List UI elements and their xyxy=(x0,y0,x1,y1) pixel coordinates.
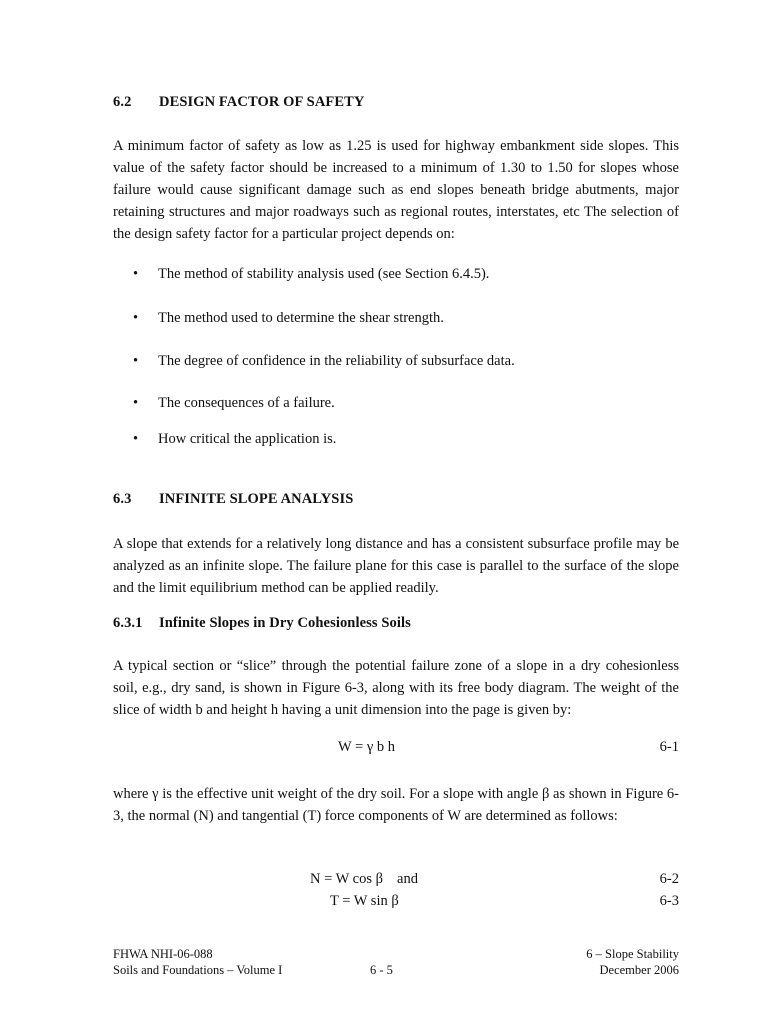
section-title: Infinite Slopes in Dry Cohesionless Soils xyxy=(159,615,411,631)
paragraph-force-components: where γ is the effective unit weight of the dry soil. For a slope with angle β as shown in Figure 6-3, the normal (N) and tangential (T) force components of W are determined as follows: xyxy=(113,786,679,824)
bullet-icon: • xyxy=(133,395,139,411)
bullet-item xyxy=(133,310,444,327)
section-title: INFINITE SLOPE ANALYSIS xyxy=(159,491,354,507)
equation-6-3: T = W sin β xyxy=(330,893,399,909)
footer-chapter: 6 – Slope Stability xyxy=(586,947,679,961)
bullet-text: The degree of confidence in the reliability of subsurface data. xyxy=(158,353,515,369)
equation-text: N = W cos β xyxy=(310,871,384,887)
bullet-item xyxy=(133,431,336,448)
bullet-item xyxy=(133,353,515,370)
paragraph-typical-slice: A typical section or “slice” through the potential failure zone of a slope in a dry cohesionless soil, e.g., dry sand, is shown in Figure 6-3, along with its free body diagram. The weight of the slice of width b and height h having a unit dimension into the page is given by: xyxy=(113,658,679,718)
bullet-icon: • xyxy=(133,431,139,447)
section-number: 6.3 xyxy=(113,491,132,507)
footer-left xyxy=(113,946,282,978)
bullet-item xyxy=(133,266,489,283)
bullet-icon: • xyxy=(133,266,139,282)
section-heading-6-3 xyxy=(113,491,353,508)
paragraph-factor-of-safety: A minimum factor of safety as low as 1.25 is used for highway embankment side slopes. This value of the safety factor should be increased to a minimum of 1.30 to 1.50 for slopes whose failure would cause significant damage such as end slopes beneath bridge abutments, major retaining structures and major roadways such as regional routes, interstates, etc The selection of the design safety factor for a particular project depends on: xyxy=(113,138,679,242)
bullet-text: The method used to determine the shear strength. xyxy=(158,310,444,326)
section-heading-6-2 xyxy=(113,94,364,111)
bullet-text: How critical the application is. xyxy=(158,431,337,447)
section-title: DESIGN FACTOR OF SAFETY xyxy=(159,94,365,110)
bullet-text: The method of stability analysis used (see Section 6.4.5). xyxy=(158,266,490,282)
footer-right xyxy=(586,946,679,978)
equation-connector: and xyxy=(397,871,418,887)
footer-document-id: FHWA NHI-06-088 xyxy=(113,947,213,961)
section-heading-6-3-1 xyxy=(113,615,411,632)
bullet-item xyxy=(133,395,335,412)
equation-number-6-2: 6-2 xyxy=(659,871,679,887)
section-number: 6.2 xyxy=(113,94,132,110)
bullet-icon: • xyxy=(133,353,139,369)
page-number: 6 - 5 xyxy=(370,963,393,977)
bullet-icon: • xyxy=(133,310,139,326)
footer-document-title: Soils and Foundations – Volume I xyxy=(113,963,283,977)
equation-6-2 xyxy=(310,871,418,888)
paragraph-infinite-slope: A slope that extends for a relatively long distance and has a consistent subsurface profile may be analyzed as an infinite slope. The failure plane for this case is parallel to the surface of the slope and the limit equilibrium method can be applied readily. xyxy=(113,536,679,596)
footer-date: December 2006 xyxy=(599,963,679,977)
bullet-text: The consequences of a failure. xyxy=(158,395,335,411)
equation-number-6-3: 6-3 xyxy=(659,893,679,909)
equation-number-6-1: 6-1 xyxy=(659,739,679,755)
section-number: 6.3.1 xyxy=(113,615,143,631)
equation-6-1: W = γ b h xyxy=(338,739,396,755)
